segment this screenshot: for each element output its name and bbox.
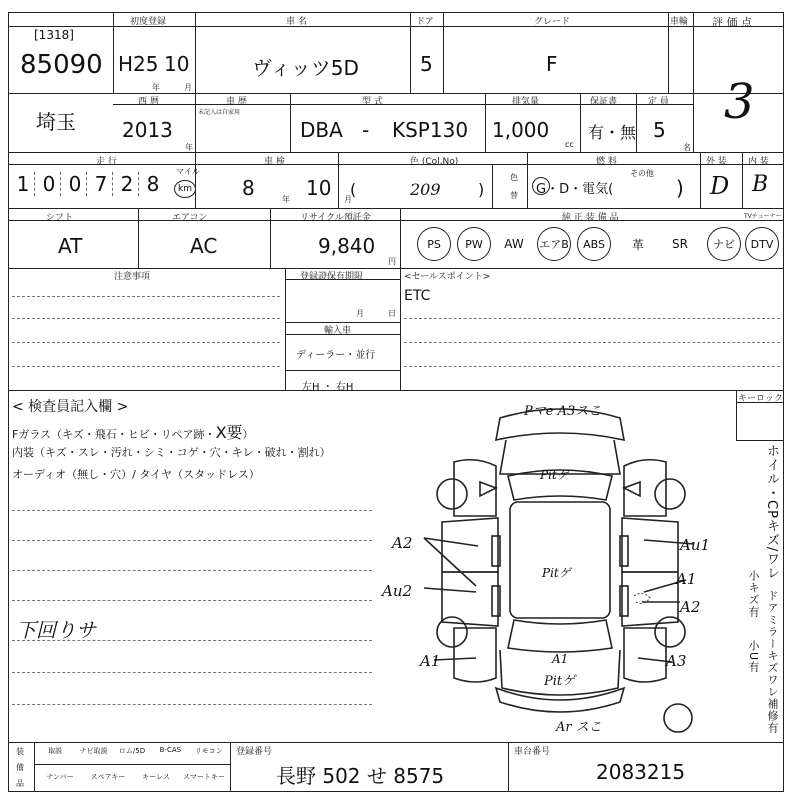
warranty-value: 有・無: [588, 123, 637, 142]
score-value: 3: [724, 74, 755, 130]
damage-mark: A2: [680, 598, 701, 616]
header-recycle: リサイクル預託金: [300, 213, 371, 223]
mileage-digit: 0: [64, 172, 87, 196]
expiry-month: 月: [356, 309, 364, 318]
capacity-unit: 名: [683, 143, 691, 152]
accessory-item: ナンバー: [46, 773, 74, 781]
equipment-item: SR: [672, 237, 688, 251]
damage-mark: Pitゲ: [542, 566, 571, 580]
inspection-year: 8: [242, 176, 255, 200]
header-doors: ドア: [416, 17, 434, 27]
equipment-item: 革: [631, 237, 644, 252]
header-type: 型 式: [362, 97, 383, 107]
accessory-item: ロム/5D: [118, 747, 146, 755]
accessory-item: スペアキー: [90, 773, 126, 781]
footer-side-2: 備: [16, 763, 24, 772]
inspector-title: < 検査員記入欄 >: [12, 399, 129, 415]
header-history: 車 歴: [226, 97, 247, 107]
damage-mark: A2: [392, 534, 413, 552]
equipment-item: ABS: [577, 227, 611, 261]
equipment-item: DTV: [745, 227, 779, 261]
damage-mark: A1: [420, 652, 441, 670]
inspection-year-unit: 年: [282, 195, 290, 204]
footer-side-1: 装: [16, 747, 24, 756]
lot-number: 85090: [20, 50, 103, 80]
exterior-grade: D: [710, 172, 730, 200]
header-color: 色 (Col.No): [410, 157, 459, 167]
color-changed-2: 替: [510, 191, 518, 200]
import-label: 輸入車: [324, 326, 352, 336]
registration-number: 長野 502 せ 8575: [276, 764, 445, 788]
fuel-other: その他: [630, 169, 654, 178]
header-grade: グレード: [534, 17, 571, 27]
interior-grade: B: [752, 172, 769, 197]
header-score: 評 価 点: [712, 16, 752, 29]
sales-point: ETC: [404, 288, 431, 304]
equipment-item: PW: [457, 227, 491, 261]
header-equipment: 純 正 装 備 品: [562, 213, 619, 223]
displacement: 1,000: [492, 118, 550, 142]
inspector-interior-line: 内装（キズ・スレ・汚れ・シミ・コゲ・穴・キレ・破れ・割れ）: [12, 446, 331, 459]
model-name: ヴィッツ5D: [252, 56, 359, 80]
model-year: 2013: [122, 118, 173, 142]
equipment-item: ナビ: [707, 227, 741, 261]
mile-unit-label: マイル: [176, 167, 200, 176]
header-shift: シフト: [46, 213, 74, 223]
header-registration-expiry: 登録證保有期限: [300, 272, 364, 282]
mileage-digit: 0: [38, 172, 61, 196]
footer-side-3: 品: [16, 779, 24, 788]
damage-mark: Pitゲ: [540, 468, 569, 482]
header-inspection: 車 検: [264, 157, 285, 167]
color-paren-close: ): [478, 180, 485, 199]
capacity-value: 5: [653, 118, 666, 142]
month-unit: 月: [184, 83, 192, 92]
accessory-item: キーレス: [142, 773, 170, 781]
dealer-parallel: ディーラー・並行: [296, 350, 376, 361]
header-aircon: エアコン: [172, 213, 208, 223]
inspector-windshield-line: Fガラス（キズ・飛石・ヒビ・リペア跡・X要）: [12, 423, 254, 442]
first-registration-month: 10: [164, 52, 190, 76]
key-lock-label: キーロック: [738, 394, 783, 404]
equipment-item: エアB: [537, 227, 571, 261]
grade-value: F: [546, 52, 558, 76]
header-tv-tuner: TVチューナー: [744, 213, 782, 220]
damage-mark: Pitゲ: [544, 674, 576, 689]
header-warranty: 保証書: [590, 97, 618, 107]
header-sales-point: <セールスポイント>: [404, 272, 491, 282]
damage-mark: A1: [552, 652, 569, 666]
inspector-audio-line: オーディオ（無し・穴）/ タイヤ（スタッドレス）: [12, 468, 260, 481]
accessory-item: ナビ取説: [79, 747, 108, 755]
minor-scratch-text: 小キズ有: [747, 570, 760, 618]
km-unit-circled: km: [174, 180, 196, 198]
mileage-digit: 1: [12, 172, 35, 196]
header-exterior: 外 装: [706, 157, 727, 167]
header-fuel: 燃 料: [596, 157, 617, 167]
year-unit-2: 年: [185, 143, 193, 152]
header-chassis-number: 車台番号: [514, 747, 551, 757]
header-displacement: 排気量: [512, 97, 540, 107]
header-year: 西 暦: [138, 97, 159, 107]
type-dash: -: [362, 118, 370, 142]
damage-mark: A1: [676, 570, 697, 588]
header-mileage: 走 行: [96, 157, 117, 167]
accessory-item: 取説: [48, 747, 63, 755]
steering-side: 左H ・ 右H: [302, 382, 354, 393]
year-unit: 年: [152, 83, 160, 92]
inspection-month: 10: [306, 176, 332, 200]
damage-mark: Ar スこ: [556, 720, 602, 735]
equipment-item: AW: [504, 237, 524, 251]
mileage-digit: 7: [90, 172, 113, 196]
header-registration-number: 登録番号: [236, 747, 273, 757]
x-mark: X要: [215, 423, 243, 442]
fuel-close: ): [676, 176, 684, 200]
damage-mark: Au2: [382, 582, 413, 600]
mileage-digit: 2: [116, 172, 139, 196]
mileage-digit: 8: [146, 172, 160, 196]
type-prefix: DBA: [300, 118, 343, 142]
region: 埼玉: [36, 110, 76, 134]
fuel-options: G・D・電気(: [536, 182, 614, 197]
mirror-damage-text: ドアミラーキズワレ補修有: [766, 590, 779, 734]
expiry-day: 日: [388, 309, 396, 318]
header-model-name: 車 名: [286, 17, 307, 27]
aircon-value: AC: [190, 234, 218, 258]
header-first-registration: 初度登録: [130, 17, 167, 27]
color-changed-1: 色: [510, 173, 518, 182]
inspection-month-unit: 月: [344, 195, 352, 204]
recycle-unit: 円: [388, 257, 396, 266]
damage-mark: A3: [666, 652, 687, 670]
handwritten-underbody-note: 下回りサ: [16, 618, 96, 642]
header-notes: 注意事項: [114, 272, 151, 282]
accessory-item: リモコン: [194, 747, 223, 755]
shift-value: AT: [58, 234, 83, 258]
header-grade-extra: 車輪: [670, 17, 689, 27]
header-interior: 内 装: [748, 157, 769, 167]
chassis-number: 2083215: [596, 760, 686, 784]
color-paren-open: (: [350, 180, 357, 199]
recycle-fee: 9,840: [318, 234, 376, 258]
displacement-unit: cc: [565, 140, 574, 149]
lot-code: [1318]: [34, 28, 74, 42]
type-code: KSP130: [392, 118, 469, 142]
minor-dent-text: 小U有: [747, 640, 760, 674]
history-note: 未記入は自家用: [198, 109, 241, 116]
accessory-item: B-CAS: [159, 746, 182, 754]
equipment-item: PS: [417, 227, 451, 261]
color-code: 209: [410, 180, 441, 199]
damage-mark: Pマe A3スこ: [524, 404, 602, 419]
door-count: 5: [420, 52, 433, 76]
first-registration-era: H25: [118, 52, 159, 76]
damage-mark: Au1: [680, 536, 711, 554]
accessory-item: スマートキー: [183, 773, 225, 781]
header-capacity: 定 員: [648, 97, 669, 107]
wheel-damage-text: ホイル・CPキズ/ワレ: [764, 444, 779, 581]
